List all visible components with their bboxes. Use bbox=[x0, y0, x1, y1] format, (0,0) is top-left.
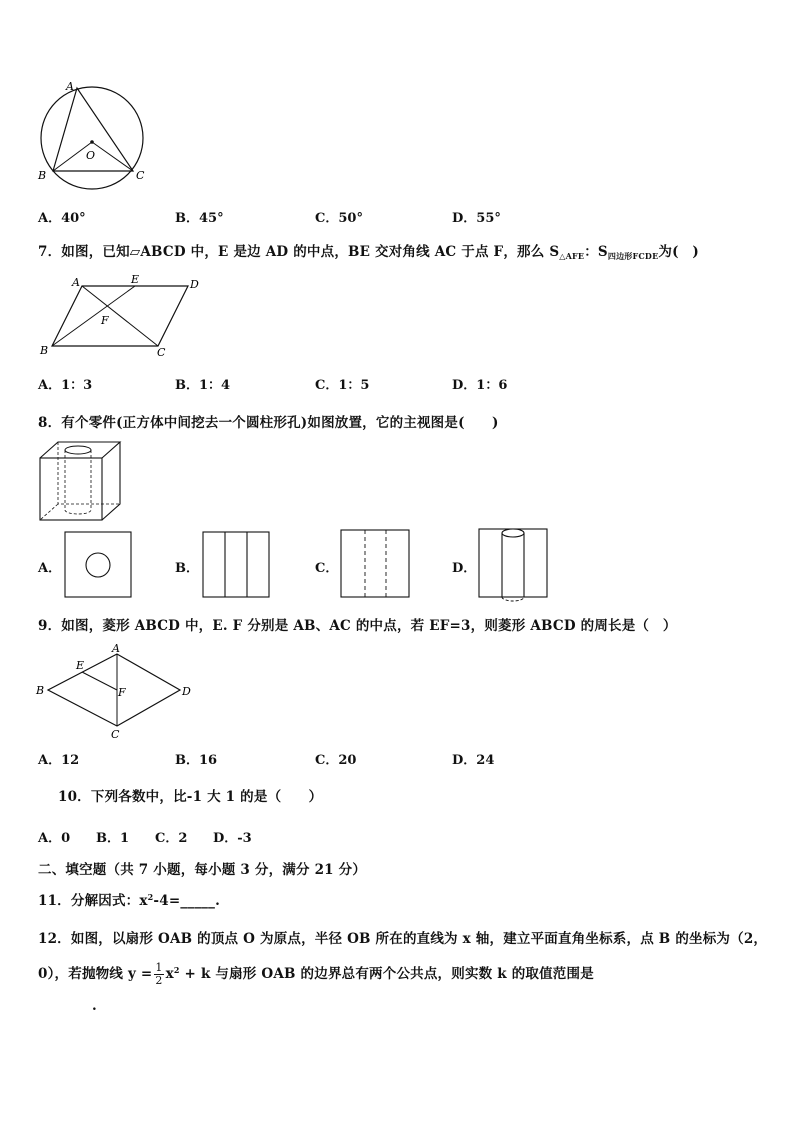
square-outline bbox=[203, 532, 269, 597]
q10-option-a[interactable]: A．0 bbox=[38, 831, 71, 846]
q7-option-c[interactable]: C．1：5 bbox=[315, 378, 370, 393]
q8-option-b-view[interactable] bbox=[202, 531, 272, 599]
q12-text-a: 0），若抛物线 y = bbox=[38, 966, 153, 982]
q12-answer-blank[interactable]: . bbox=[92, 998, 97, 1014]
q9-option-d[interactable]: D．24 bbox=[452, 753, 495, 768]
rhombus-abcd bbox=[48, 654, 180, 726]
label-e: E bbox=[131, 273, 140, 286]
q12-text-c: + k 与扇形 OAB 的边界总有两个公共点，则实数 k 的取值范围是 bbox=[179, 966, 594, 982]
label-b: B bbox=[36, 684, 45, 697]
label-f: F bbox=[101, 314, 109, 327]
q9-option-c[interactable]: C．20 bbox=[315, 753, 357, 768]
q10-option-b[interactable]: B．1 bbox=[96, 831, 130, 846]
cylinder-top bbox=[65, 446, 91, 454]
square-outline bbox=[479, 529, 547, 597]
section-heading-fill-blank: 二、填空题（共 7 小题，每小题 3 分，满分 21 分） bbox=[38, 862, 367, 878]
q8-option-a-label[interactable]: A． bbox=[38, 561, 62, 576]
label-b: B bbox=[40, 344, 49, 357]
cylinder-top-ellipse bbox=[502, 529, 524, 537]
label-e: E bbox=[76, 659, 85, 672]
q9-option-a[interactable]: A．12 bbox=[38, 753, 80, 768]
cube-top-face bbox=[40, 442, 120, 458]
q12-line1: 12．如图，以扇形 OAB 的顶点 O 为原点，半径 OB 所在的直线为 x 轴，建立平面直角坐标系，点 B 的坐标为（2， bbox=[38, 931, 768, 947]
q7-parallelogram-figure bbox=[30, 272, 210, 362]
label-c: C bbox=[157, 346, 166, 359]
q9-rhombus-figure bbox=[30, 642, 200, 742]
q6-option-d[interactable]: D．55° bbox=[452, 211, 501, 226]
q7-option-a[interactable]: A．1：3 bbox=[38, 378, 93, 393]
label-c: C bbox=[136, 169, 145, 182]
q11-stem bbox=[38, 889, 220, 909]
q12-line2 bbox=[38, 955, 594, 989]
q7-option-b[interactable]: B．1：4 bbox=[175, 378, 231, 393]
circle-hole bbox=[86, 553, 110, 577]
q7-stem bbox=[38, 240, 699, 262]
q11-text: 11．分解因式：x bbox=[38, 893, 148, 909]
cylinder-bottom-ellipse bbox=[502, 597, 524, 601]
q8-option-a-view[interactable] bbox=[64, 531, 134, 599]
square-outline bbox=[65, 532, 131, 597]
q6-option-b[interactable]: B．45° bbox=[175, 211, 224, 226]
fraction-numerator: 1 bbox=[155, 961, 163, 974]
q6-option-a[interactable]: A．40° bbox=[38, 211, 86, 226]
q6-circle-figure bbox=[30, 78, 160, 190]
label-a: A bbox=[112, 642, 120, 655]
q8-option-c-view[interactable] bbox=[340, 529, 412, 599]
label-a: A bbox=[66, 80, 74, 93]
q8-option-d-label[interactable]: D． bbox=[452, 561, 477, 576]
q7-subscript-afe: △AFE bbox=[559, 251, 585, 261]
label-d: D bbox=[182, 685, 191, 698]
q11-exponent: 2 bbox=[147, 892, 154, 902]
q8-option-d-view[interactable] bbox=[478, 527, 550, 603]
segment-oc bbox=[92, 142, 133, 171]
q7-stem-mid: ：S bbox=[584, 244, 608, 260]
q7-subscript-fcde: 四边形FCDE bbox=[607, 251, 659, 261]
q9-option-b[interactable]: B．16 bbox=[175, 753, 218, 768]
segment-ef bbox=[82, 672, 117, 690]
label-a: A bbox=[72, 276, 80, 289]
fraction-denominator: 2 bbox=[155, 974, 163, 987]
q11-blank[interactable]: -4=_____. bbox=[153, 893, 220, 909]
square-outline bbox=[341, 530, 409, 597]
q10-stem: 10．下列各数中，比-1 大 1 的是（ ） bbox=[58, 789, 323, 805]
q6-option-c[interactable]: C．50° bbox=[315, 211, 363, 226]
cube-hidden-edge-diag bbox=[40, 504, 58, 520]
fraction-one-half bbox=[154, 962, 163, 987]
q7-stem-end: 为( ) bbox=[658, 244, 699, 260]
cube-hidden-edges bbox=[58, 442, 120, 504]
q12-exponent: 2 bbox=[173, 965, 180, 975]
q9-stem: 9．如图，菱形 ABCD 中，E. F 分别是 AB、AC 的中点，若 EF=3，则菱形 ABCD 的周长是（ ） bbox=[38, 618, 677, 634]
circle-o bbox=[41, 87, 143, 189]
q8-option-b-label[interactable]: B． bbox=[175, 561, 199, 576]
q7-stem-text: 7．如图，已知▱ABCD 中，E 是边 AD 的中点，BE 交对角线 AC 于点 F，那么 S bbox=[38, 244, 560, 260]
q8-cube-figure bbox=[38, 440, 126, 524]
label-c: C bbox=[111, 728, 120, 741]
label-d: D bbox=[190, 278, 199, 291]
q10-option-d[interactable]: D．-3 bbox=[213, 831, 252, 846]
center-o-dot bbox=[90, 140, 94, 144]
q8-stem: 8．有个零件(正方体中间挖去一个圆柱形孔)如图放置，它的主视图是( ) bbox=[38, 415, 499, 431]
cube-front-face bbox=[40, 458, 102, 520]
q7-option-d[interactable]: D．1：6 bbox=[452, 378, 508, 393]
cube-side-face bbox=[102, 442, 120, 520]
q10-option-c[interactable]: C．2 bbox=[155, 831, 188, 846]
cylinder-bottom bbox=[65, 510, 91, 514]
label-f: F bbox=[118, 686, 126, 699]
q12-text-x: x bbox=[165, 966, 174, 982]
label-o: O bbox=[86, 149, 96, 162]
q8-option-c-label[interactable]: C． bbox=[315, 561, 339, 576]
label-b: B bbox=[38, 169, 47, 182]
